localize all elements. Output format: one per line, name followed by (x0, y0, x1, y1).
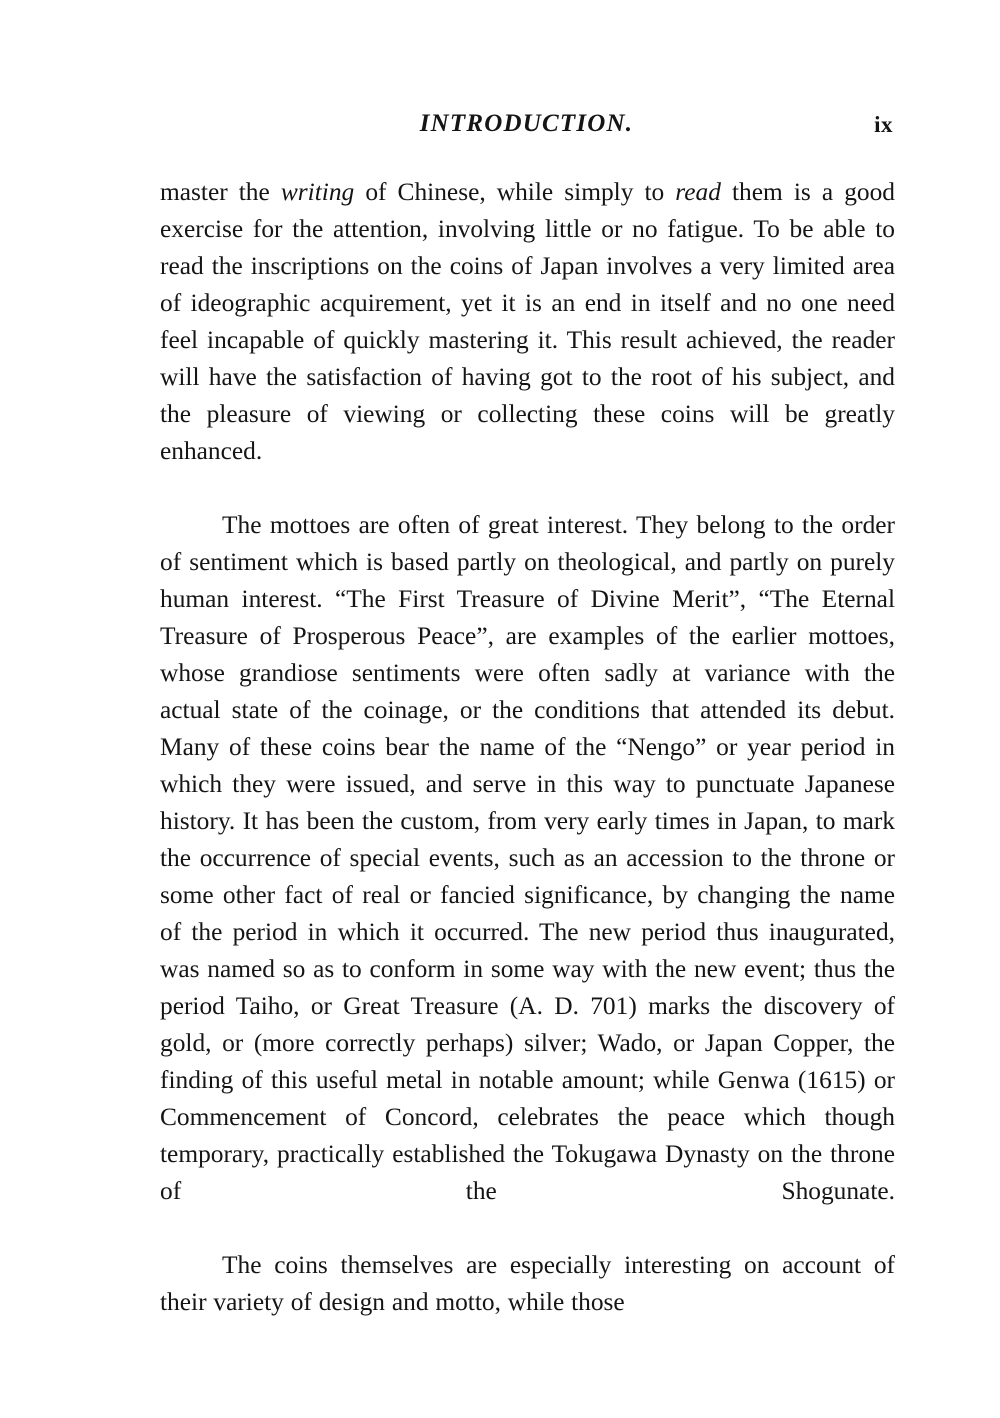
paragraph-3: The coins themselves are especially interesting on account of their variety of design and motto, while those (160, 1251, 895, 1316)
running-head (160, 110, 893, 150)
running-head-title: INTRODUCTION. (419, 110, 634, 137)
body-text-block (160, 174, 895, 1321)
paragraph-2: The mottoes are often of great interest. They belong to the order of sentiment which is based partly on theological, and partly on purely human interest. “The First Treasure of Divine Merit”, “The Eternal Treasure of Prosperous Peace”, are examples of the earlier mottoes, whose grandiose sentiments were often sadly at variance with the actual state of the coinage, or the conditions that attended its debut. Many of these coins bear the name of the “Nengo” or year period in which they were issued, and serve in this way to punctuate Japanese history. It has been the custom, from very early times in Japan, to mark the occurrence of special events, such as an accession to the throne or some other fact of real or fancied significance, by changing the name of the period in which it occurred. The new period thus inaugurated, was named so as to conform in some way with the new event; thus the period Taiho, or Great Treasure (A. D. 701) marks the discovery of gold, or (more correctly perhaps) silver; Wado, or Japan Copper, the finding of this useful metal in notable amount; while Genwa (1615) or Commencement of Concord, celebrates the peace which though temporary, practically established the Tokugawa Dynasty on the throne of the Shogunate. (160, 511, 895, 1205)
paragraph-1: master the writing of Chinese, while simply to read them is a good exercise for the attention, involving little or no fatigue. To be able to read the inscriptions on the coins of Japan involves a very limited area of ideographic acquirement, yet it is an end in itself and no one need feel incapable of quickly mastering it. This result achieved, the reader will have the satisfaction of having got to the root of his subject, and the pleasure of viewing or collecting these coins will be greatly enhanced. (160, 178, 895, 465)
page-number: ix (874, 112, 893, 137)
